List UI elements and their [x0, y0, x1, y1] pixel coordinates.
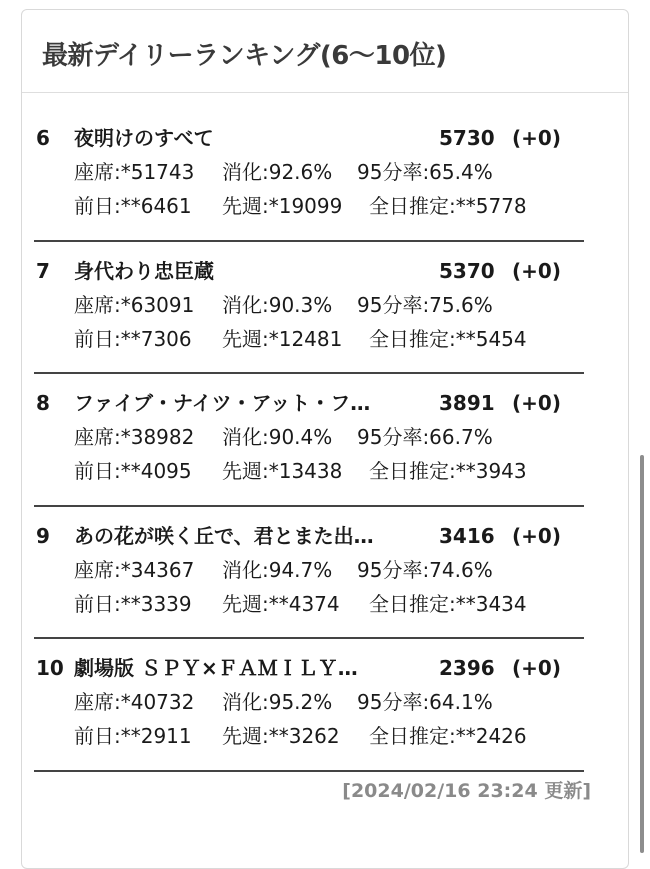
digest-stat: 消化:90.3% — [222, 292, 333, 317]
movie-title-link[interactable]: 劇場版 ＳＰＹ×ＦＡＭＩＬＹ… — [74, 656, 358, 680]
title-divider — [22, 92, 628, 93]
ranking-entry-8[interactable] — [34, 375, 584, 507]
prev-week-stat: 先週:*12481 — [222, 326, 343, 351]
movie-title-link[interactable]: 身代わり忠臣蔵 — [74, 258, 214, 283]
rank-change: (+0) — [512, 126, 561, 150]
digest-stat: 消化:95.2% — [222, 690, 333, 714]
digest-stat: 消化:92.6% — [222, 160, 333, 184]
prev-week-stat: 先週:*13438 — [222, 459, 343, 483]
movie-title-link[interactable]: ファイブ・ナイツ・アット・フ… — [74, 391, 371, 415]
rank-number: 8 — [36, 391, 50, 415]
ranking-entry-6[interactable] — [34, 110, 584, 242]
prev-day-stat: 前日:**7306 — [74, 326, 192, 351]
page-scrollbar[interactable] — [640, 455, 644, 853]
pct95-stat: 95分率:66.7% — [357, 425, 493, 449]
prev-day-stat: 前日:**6461 — [74, 194, 192, 218]
movie-title-link[interactable]: 夜明けのすべて — [74, 126, 214, 150]
pct95-stat: 95分率:74.6% — [357, 557, 493, 582]
full-day-estimate: 全日推定:**3943 — [369, 459, 527, 483]
full-day-estimate: 全日推定:**5454 — [369, 326, 527, 351]
seats-stat: 座席:*38982 — [74, 425, 195, 449]
ranking-list — [34, 110, 584, 772]
full-day-estimate: 全日推定:**2426 — [369, 724, 527, 748]
prev-day-stat: 前日:**2911 — [74, 724, 192, 748]
seats-stat: 座席:*63091 — [74, 292, 195, 317]
prev-week-stat: 先週:*19099 — [222, 194, 343, 218]
ranking-card — [21, 9, 629, 869]
rank-number: 7 — [36, 258, 50, 283]
prev-day-stat: 前日:**3339 — [74, 591, 192, 616]
sales-count: 5730 — [439, 126, 495, 150]
rank-number: 10 — [36, 656, 64, 680]
sales-count: 5370 — [439, 258, 495, 283]
rank-change: (+0) — [512, 656, 561, 680]
prev-week-stat: 先週:**3262 — [222, 724, 340, 748]
prev-day-stat: 前日:**4095 — [74, 459, 192, 483]
sales-count: 3416 — [439, 523, 495, 548]
ranking-entry-7[interactable] — [34, 243, 584, 375]
full-day-estimate: 全日推定:**3434 — [369, 591, 527, 616]
pct95-stat: 95分率:64.1% — [357, 690, 493, 714]
seats-stat: 座席:*34367 — [74, 557, 195, 582]
seats-stat: 座席:*51743 — [74, 160, 195, 184]
rank-change: (+0) — [512, 391, 561, 415]
ranking-entry-9[interactable] — [34, 508, 584, 640]
movie-title-link[interactable]: あの花が咲く丘で、君とまた出… — [74, 523, 374, 548]
pct95-stat: 95分率:65.4% — [357, 160, 493, 184]
sales-count: 2396 — [439, 656, 495, 680]
pct95-stat: 95分率:75.6% — [357, 292, 493, 317]
ranking-entry-10[interactable] — [34, 640, 584, 772]
digest-stat: 消化:94.7% — [222, 557, 333, 582]
prev-week-stat: 先週:**4374 — [222, 591, 340, 616]
full-day-estimate: 全日推定:**5778 — [369, 194, 527, 218]
seats-stat: 座席:*40732 — [74, 690, 195, 714]
updated-timestamp: [2024/02/16 23:24 更新] — [342, 780, 591, 802]
digest-stat: 消化:90.4% — [222, 425, 333, 449]
rank-number: 9 — [36, 523, 50, 548]
rank-change: (+0) — [512, 523, 561, 548]
rank-number: 6 — [36, 126, 50, 150]
rank-change: (+0) — [512, 258, 561, 283]
sales-count: 3891 — [439, 391, 495, 415]
ranking-title: 最新デイリーランキング(6〜10位) — [42, 41, 447, 71]
